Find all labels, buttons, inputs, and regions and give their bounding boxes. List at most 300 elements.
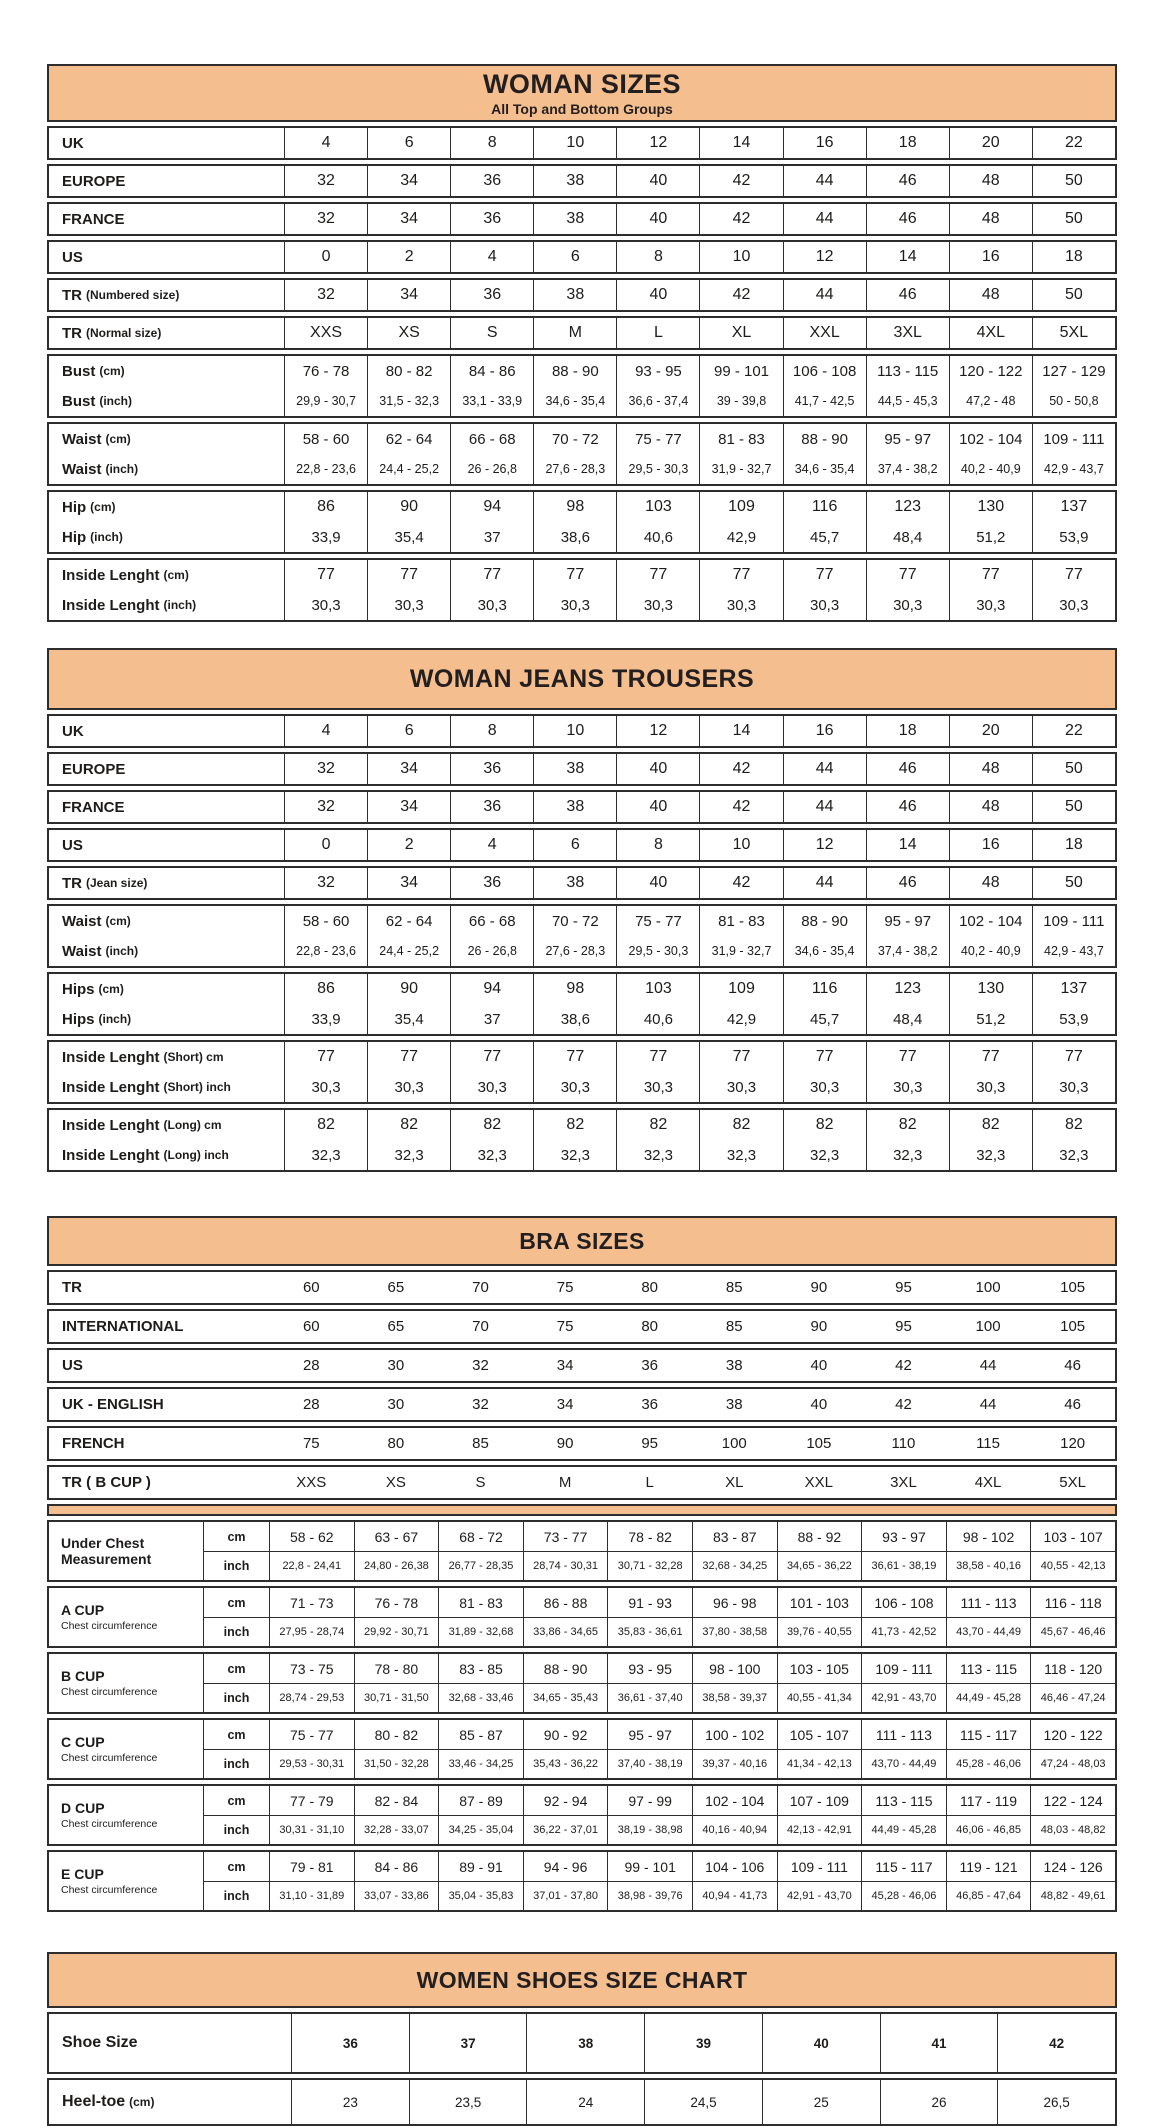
row-group <box>47 278 1117 312</box>
row-label-unit: (Long) inch <box>163 1148 229 1162</box>
size-value: 38 <box>533 166 616 196</box>
size-value: 48 <box>949 754 1032 784</box>
size-value: 41,7 - 42,5 <box>783 386 866 416</box>
size-value: 30,3 <box>1032 590 1115 620</box>
row-label-unit: (cm) <box>99 364 125 378</box>
row-label-text: Hips <box>62 980 95 998</box>
unit-label: inch <box>203 1618 269 1646</box>
size-value: 80 <box>641 1318 659 1335</box>
size-value: 37 <box>450 1004 533 1034</box>
size-value: 77 <box>533 560 616 590</box>
size-value: 48 <box>949 280 1032 310</box>
size-value: 33,9 <box>284 522 367 552</box>
size-value: 30,71 - 31,50 <box>354 1684 439 1712</box>
size-value: 34,6 - 35,4 <box>783 936 866 966</box>
size-value: 103 <box>616 974 699 1004</box>
unit-label: inch <box>203 1684 269 1712</box>
row-label-text: FRENCH <box>62 1435 125 1452</box>
size-value: 75 - 77 <box>269 1720 354 1749</box>
size-value: 30,3 <box>1032 1072 1115 1102</box>
size-value: 36 <box>641 1357 659 1374</box>
size-value: 24,5 <box>644 2080 762 2124</box>
size-value: 16 <box>783 716 866 746</box>
size-value: 75 <box>302 1435 320 1452</box>
size-value: 12 <box>783 242 866 272</box>
table-header <box>47 1952 1117 2008</box>
size-value: 68 - 72 <box>438 1522 523 1551</box>
size-value: 30,3 <box>533 590 616 620</box>
row-label-text: UK <box>62 134 84 152</box>
row-label-unit: (Jean size) <box>86 876 148 890</box>
size-value: 44 <box>783 280 866 310</box>
size-value: 76 - 78 <box>284 356 367 386</box>
row-label <box>49 318 284 348</box>
table-row <box>49 522 1115 552</box>
size-value: 130 <box>949 974 1032 1004</box>
size-value: 78 - 82 <box>607 1522 692 1551</box>
size-value: 46 <box>866 280 949 310</box>
bra-sizes-table <box>47 1216 1117 1912</box>
size-value: 30,3 <box>616 590 699 620</box>
size-value: 105 <box>1060 1318 1086 1335</box>
size-value: 93 - 95 <box>607 1654 692 1683</box>
size-value: 77 <box>616 560 699 590</box>
table-title: WOMAN JEANS TROUSERS <box>409 664 755 693</box>
cup-group <box>47 1850 1117 1912</box>
row-label-text: EUROPE <box>62 172 126 190</box>
size-value: 119 - 121 <box>946 1852 1031 1881</box>
size-value: 120 <box>1060 1435 1086 1452</box>
size-value: 24,80 - 26,38 <box>354 1552 439 1580</box>
size-value: 86 <box>284 492 367 522</box>
size-value: 80 - 82 <box>367 356 450 386</box>
size-value: 36 <box>641 1396 659 1413</box>
size-value: 34,6 - 35,4 <box>783 454 866 484</box>
size-value: 39 - 39,8 <box>699 386 782 416</box>
size-value: 46,06 - 46,85 <box>946 1816 1031 1844</box>
size-value: 43,70 - 44,49 <box>861 1750 946 1778</box>
row-label <box>49 128 284 158</box>
row-label-unit: (Numbered size) <box>86 288 180 302</box>
size-value: 32 <box>284 754 367 784</box>
table-row <box>49 454 1115 484</box>
cup-row <box>203 1749 1115 1778</box>
size-value: 4 <box>450 242 533 272</box>
size-value: 42,13 - 42,91 <box>777 1816 862 1844</box>
size-value: 70 - 72 <box>533 424 616 454</box>
size-value: 36,61 - 37,40 <box>607 1684 692 1712</box>
row-label-unit: (cm) <box>105 914 131 928</box>
size-value: 22 <box>1032 716 1115 746</box>
row-label-text: TR <box>62 324 82 342</box>
size-value: 27,6 - 28,3 <box>533 454 616 484</box>
size-value: 30,3 <box>284 590 367 620</box>
size-value: 46 <box>1064 1396 1081 1413</box>
size-value: 5XL <box>1059 1474 1086 1491</box>
size-value: 40 <box>616 868 699 898</box>
row-label-unit: (Normal size) <box>86 326 162 340</box>
size-value: 42 <box>699 204 782 234</box>
size-value: 8 <box>450 128 533 158</box>
size-value: 103 - 107 <box>1030 1522 1115 1551</box>
size-value: L <box>645 1474 654 1491</box>
row-group <box>47 790 1117 824</box>
size-value: 47,2 - 48 <box>949 386 1032 416</box>
size-value: 109 <box>699 974 782 1004</box>
table-row <box>49 868 1115 898</box>
size-value: 32 <box>284 204 367 234</box>
size-value: 42,91 - 43,70 <box>861 1684 946 1712</box>
row-label <box>49 356 284 386</box>
size-value: 94 <box>450 974 533 1004</box>
size-value: 82 <box>783 1110 866 1140</box>
table-row <box>49 560 1115 590</box>
cup-row <box>203 1720 1115 1749</box>
size-value: 82 <box>949 1110 1032 1140</box>
size-value: 32,68 - 34,25 <box>692 1552 777 1580</box>
row-label <box>49 1110 284 1140</box>
row-label <box>49 716 284 746</box>
table-row <box>49 492 1115 522</box>
size-value: S <box>450 318 533 348</box>
table-row <box>49 1350 1115 1381</box>
size-value: 36,6 - 37,4 <box>616 386 699 416</box>
size-value: 41,73 - 42,52 <box>861 1618 946 1646</box>
size-value: 99 - 101 <box>607 1852 692 1881</box>
size-value: 84 - 86 <box>354 1852 439 1881</box>
size-value: 71 - 73 <box>269 1588 354 1617</box>
size-value: 42 <box>699 792 782 822</box>
size-value: 77 <box>699 1042 782 1072</box>
row-label-text: Inside Lenght <box>62 1048 160 1066</box>
size-value: 130 <box>949 492 1032 522</box>
table-row <box>49 936 1115 966</box>
size-value: 109 - 111 <box>861 1654 946 1683</box>
size-value: 42,9 <box>699 522 782 552</box>
row-label <box>49 1004 284 1034</box>
size-value: 100 <box>721 1435 747 1452</box>
size-value: 26,77 - 28,35 <box>438 1552 523 1580</box>
size-value: 77 - 79 <box>269 1786 354 1815</box>
size-value: 75 <box>556 1279 574 1296</box>
size-value: 31,9 - 32,7 <box>699 454 782 484</box>
size-value: 32,28 - 33,07 <box>354 1816 439 1844</box>
size-value: 78 - 80 <box>354 1654 439 1683</box>
size-value: 30,3 <box>284 1072 367 1102</box>
size-value: 38,6 <box>533 1004 616 1034</box>
size-value: 38 <box>533 754 616 784</box>
size-value: 44 <box>783 792 866 822</box>
cup-label <box>49 1522 203 1580</box>
size-value: 75 <box>556 1318 574 1335</box>
size-value: 26 - 26,8 <box>450 936 533 966</box>
table-row <box>49 128 1115 158</box>
size-value: 44 <box>783 868 866 898</box>
size-value: 115 <box>976 1435 1000 1452</box>
table-row <box>49 424 1115 454</box>
size-value: 36 <box>450 204 533 234</box>
size-value: 31,50 - 32,28 <box>354 1750 439 1778</box>
size-value: 38 <box>533 204 616 234</box>
size-value: 5XL <box>1032 318 1115 348</box>
size-value: 37,80 - 38,58 <box>692 1618 777 1646</box>
woman-sizes-table <box>47 64 1117 622</box>
size-value: 88 - 90 <box>783 906 866 936</box>
size-value: 70 - 72 <box>533 906 616 936</box>
size-value: 90 <box>367 492 450 522</box>
size-value: 44,5 - 45,3 <box>866 386 949 416</box>
size-value: 93 - 97 <box>861 1522 946 1551</box>
row-group <box>47 490 1117 554</box>
size-value: 14 <box>866 242 949 272</box>
cup-group <box>47 1652 1117 1714</box>
size-value: 30,3 <box>699 1072 782 1102</box>
row-label-unit: (Short) cm <box>163 1050 224 1064</box>
size-value: 116 <box>783 492 866 522</box>
row-label-text: FRANCE <box>62 798 125 816</box>
cup-group <box>47 1718 1117 1780</box>
size-value: 98 - 100 <box>692 1654 777 1683</box>
size-value: 38 <box>533 868 616 898</box>
row-label <box>49 1272 269 1303</box>
row-group <box>47 126 1117 160</box>
size-value: XL <box>725 1474 744 1491</box>
size-value: 37,4 - 38,2 <box>866 454 949 484</box>
size-value: 48 <box>949 868 1032 898</box>
size-value: 29,5 - 30,3 <box>616 936 699 966</box>
size-value: 137 <box>1032 492 1115 522</box>
table-row <box>49 356 1115 386</box>
size-value: 30 <box>387 1396 405 1413</box>
size-value: 51,2 <box>949 1004 1032 1034</box>
size-value: 40 <box>616 280 699 310</box>
unit-label: inch <box>203 1816 269 1844</box>
size-value: 83 - 87 <box>692 1522 777 1551</box>
size-value: 22,8 - 23,6 <box>284 454 367 484</box>
size-value: 98 <box>533 974 616 1004</box>
size-value: 45,28 - 46,06 <box>946 1750 1031 1778</box>
size-value: 22 <box>1032 128 1115 158</box>
size-value: 34,65 - 35,43 <box>523 1684 608 1712</box>
row-label <box>49 590 284 620</box>
size-value: 3XL <box>866 318 949 348</box>
size-value: 32 <box>284 868 367 898</box>
size-value: 50 <box>1032 792 1115 822</box>
table-row <box>49 1467 1115 1498</box>
table-row <box>49 906 1115 936</box>
unit-label: cm <box>203 1852 269 1881</box>
size-value: 48,03 - 48,82 <box>1030 1816 1115 1844</box>
cup-name: D CUP <box>61 1800 105 1817</box>
unit-label: inch <box>203 1882 269 1910</box>
row-label <box>49 1428 269 1459</box>
cup-label <box>49 1786 203 1844</box>
row-group <box>47 558 1117 622</box>
row-label-text: EUROPE <box>62 760 126 778</box>
size-value: 106 - 108 <box>783 356 866 386</box>
size-value: 40,94 - 41,73 <box>692 1882 777 1910</box>
table-header <box>47 648 1117 710</box>
table-row <box>49 1110 1115 1140</box>
size-value: 113 - 115 <box>866 356 949 386</box>
cup-row <box>203 1617 1115 1646</box>
size-value: 73 - 75 <box>269 1654 354 1683</box>
size-value: 0 <box>284 830 367 860</box>
size-value: 32,3 <box>783 1140 866 1170</box>
size-value: 83 - 85 <box>438 1654 523 1683</box>
row-label <box>49 560 284 590</box>
row-group <box>47 1309 1117 1344</box>
table-row <box>49 318 1115 348</box>
cup-row <box>203 1852 1115 1881</box>
size-value: 81 - 83 <box>699 424 782 454</box>
size-value: 127 - 129 <box>1032 356 1115 386</box>
size-value: 77 <box>367 1042 450 1072</box>
size-value: 34,6 - 35,4 <box>533 386 616 416</box>
row-label <box>49 1140 284 1170</box>
size-value: 8 <box>616 830 699 860</box>
size-value: 89 - 91 <box>438 1852 523 1881</box>
size-value: 26 <box>880 2080 998 2124</box>
size-value: 106 - 108 <box>861 1588 946 1617</box>
cup-rows <box>203 1588 1115 1646</box>
size-value: 30,3 <box>866 1072 949 1102</box>
size-value: 95 <box>641 1435 659 1452</box>
size-value: 30,3 <box>866 590 949 620</box>
size-value: 38,19 - 38,98 <box>607 1816 692 1844</box>
size-value: 42 <box>699 754 782 784</box>
size-value: 45,7 <box>783 1004 866 1034</box>
size-value: 82 <box>284 1110 367 1140</box>
size-value: 40,6 <box>616 522 699 552</box>
size-value: 6 <box>533 242 616 272</box>
size-value: 82 <box>699 1110 782 1140</box>
row-label-unit: (cm) <box>163 568 189 582</box>
row-label <box>49 424 284 454</box>
size-value: 33,46 - 34,25 <box>438 1750 523 1778</box>
size-value: 6 <box>367 716 450 746</box>
size-value: 34 <box>367 280 450 310</box>
size-value: 105 <box>1060 1279 1086 1296</box>
table-subtitle: All Top and Bottom Groups <box>491 101 673 117</box>
size-value: 30,3 <box>450 1072 533 1102</box>
size-value: 28 <box>302 1357 320 1374</box>
table-row <box>49 1004 1115 1034</box>
cup-rows <box>203 1786 1115 1844</box>
size-value: 60 <box>302 1318 320 1335</box>
size-value: 82 <box>533 1110 616 1140</box>
row-label <box>49 2080 291 2124</box>
size-value: 35,04 - 35,83 <box>438 1882 523 1910</box>
woman-jeans-trousers-table <box>47 648 1117 1172</box>
size-value: 90 <box>810 1279 828 1296</box>
size-value: 77 <box>616 1042 699 1072</box>
row-label <box>49 830 284 860</box>
row-group <box>47 752 1117 786</box>
row-group <box>47 714 1117 748</box>
size-value: 14 <box>699 716 782 746</box>
size-value: 16 <box>783 128 866 158</box>
size-value: 42,91 - 43,70 <box>777 1882 862 1910</box>
size-value: 12 <box>616 716 699 746</box>
size-value: 99 - 101 <box>699 356 782 386</box>
size-value: 32,3 <box>949 1140 1032 1170</box>
size-value: 87 - 89 <box>438 1786 523 1815</box>
size-value: 110 <box>891 1435 916 1452</box>
row-label-text: UK <box>62 722 84 740</box>
size-value: 88 - 90 <box>783 424 866 454</box>
row-label-unit: (inch) <box>105 944 139 958</box>
row-label <box>49 936 284 966</box>
size-value: 82 <box>367 1110 450 1140</box>
size-value: 81 - 83 <box>438 1588 523 1617</box>
table-row <box>49 1042 1115 1072</box>
cup-group <box>47 1784 1117 1846</box>
size-value: 40 <box>810 1396 828 1413</box>
row-label <box>49 454 284 484</box>
size-value: 66 - 68 <box>450 906 533 936</box>
cup-rows <box>203 1720 1115 1778</box>
size-value: 100 <box>975 1279 1001 1296</box>
size-value: 80 <box>387 1435 405 1452</box>
row-label <box>49 280 284 310</box>
size-value: 38,58 - 39,37 <box>692 1684 777 1712</box>
size-value: 85 <box>725 1318 743 1335</box>
size-value: 37,4 - 38,2 <box>866 936 949 966</box>
cup-row <box>203 1588 1115 1617</box>
size-value: 37,01 - 37,80 <box>523 1882 608 1910</box>
size-value: 0 <box>284 242 367 272</box>
size-value: 41 <box>880 2014 998 2072</box>
size-value: 85 <box>725 1279 743 1296</box>
size-value: 24 <box>526 2080 644 2124</box>
size-value: 90 - 92 <box>523 1720 608 1749</box>
size-value: 88 - 92 <box>777 1522 862 1551</box>
size-value: 70 <box>472 1318 489 1335</box>
size-value: 65 <box>387 1279 405 1296</box>
size-value: 92 - 94 <box>523 1786 608 1815</box>
size-value: M <box>533 318 616 348</box>
size-value: 31,5 - 32,3 <box>367 386 450 416</box>
size-value: 34 <box>367 204 450 234</box>
unit-label: inch <box>203 1552 269 1580</box>
cup-subtext: Chest circumference <box>61 1817 158 1830</box>
size-value: 102 - 104 <box>692 1786 777 1815</box>
cup-name: A CUP <box>61 1602 105 1619</box>
size-value: 120 - 122 <box>949 356 1032 386</box>
size-value: 109 - 111 <box>1032 424 1115 454</box>
size-value: 30,71 - 32,28 <box>607 1552 692 1580</box>
size-value: 23,5 <box>409 2080 527 2124</box>
cup-row <box>203 1786 1115 1815</box>
table-row <box>49 386 1115 416</box>
size-value: 16 <box>949 830 1032 860</box>
row-label-unit: (cm) <box>90 500 116 514</box>
size-value: XXS <box>284 318 367 348</box>
row-label <box>49 204 284 234</box>
size-value: 8 <box>616 242 699 272</box>
size-value: 79 - 81 <box>269 1852 354 1881</box>
size-value: 85 <box>472 1435 489 1452</box>
size-value: 115 - 117 <box>946 1720 1031 1749</box>
size-value: 40,2 - 40,9 <box>949 454 1032 484</box>
size-value: 113 - 115 <box>861 1786 946 1815</box>
size-value: 30,3 <box>783 590 866 620</box>
size-value: 107 - 109 <box>777 1786 862 1815</box>
row-group <box>47 866 1117 900</box>
size-value: 46 <box>866 166 949 196</box>
size-value: XS <box>367 318 450 348</box>
